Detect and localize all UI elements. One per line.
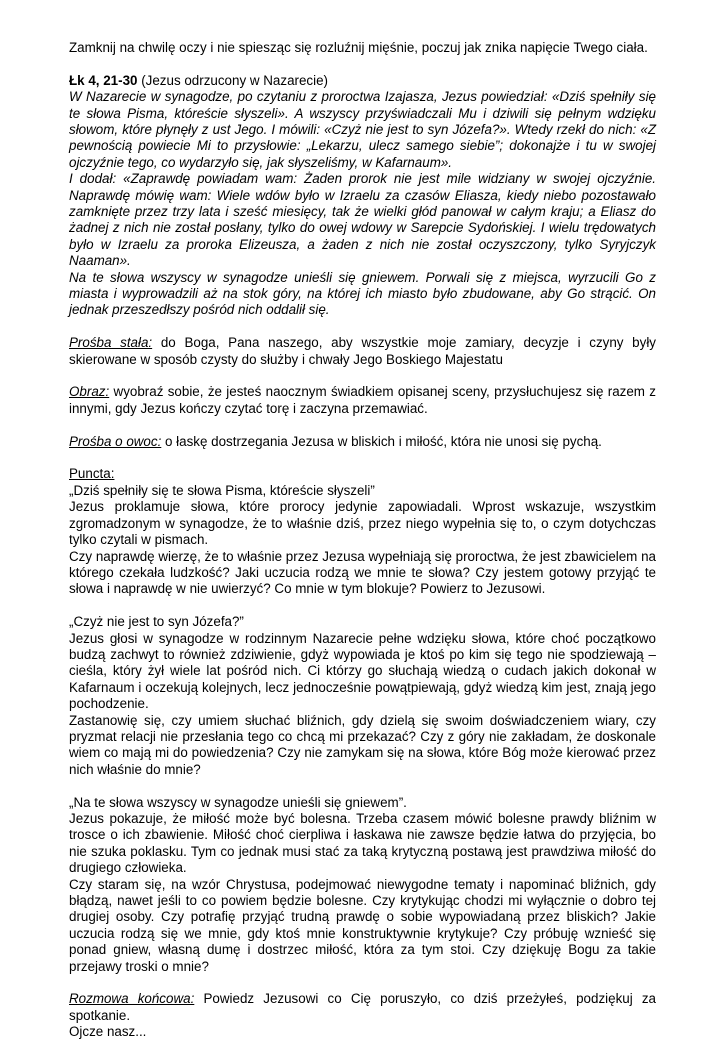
rozmowa-koncowa-text: Powiedz Jezusowi co Cię poruszyło, co dziś przeżyłeś, podziękuj za spotkanie. (69, 991, 657, 1023)
puncta-paragraph: Jezus głosi w synagodze w rodzinnym Nazarecie pełne wdzięku słowa, które choć początkowo budzą zachwyt to również zdziwienie, gdyż wypowiada je ktoś po kim się tego nie spodziewają – cieśla, który żył wiele lat pośród nich. Ci którzy go słuchają wiedzą o cudach jakich dokonał w Kafarnaum i oczekują kolejnych, lecz jednocześnie powątpiewają, gdyż wiedzą kim jest, znają jego pochodzenie. (69, 630, 656, 712)
closing-prayer: Ojcze nasz... (69, 1024, 147, 1040)
obraz-label: Obraz: (69, 384, 110, 400)
spacer (69, 598, 656, 614)
reading-paragraph: I dodał: «Zaprawdę powiadam wam: Żaden prorok nie jest mile widziany w swojej ojczyźnie. Naprawdę mówię wam: Wiele wdów było w Izraelu za czasów Eliasza, kiedy niebo pozostawało zamknięte przez trzy lata i sześć miesięcy, tak że wielki głód panował w całym kraju; a Eliasz do żadnej z nich nie został posłany, tylko do owej wdowy w Sarepcie Sydońskiej. I wielu trędowatych było w Izraelu za proroka Elizeusza, a żaden z nich nie został oczyszczony, tylko Syryjczyk Naaman». (69, 171, 656, 269)
spacer (69, 778, 656, 794)
spacer (69, 56, 656, 72)
prosba-stala-text: do Boga, Pana naszego, aby wszystkie moje zamiary, decyzje i czyny były skierowane w sposób czysty do służby i chwały Jego Boskiego Majestatu (69, 335, 656, 367)
intro-text: Zamknij na chwilę oczy i nie spiesząc się rozluźnij mięśnie, poczuj jak znika napięcie Twego ciała. (69, 40, 648, 55)
prosba-stala (69, 335, 656, 368)
puncta-quote: „Dziś spełniły się te słowa Pisma, któreście słyszeli” (69, 482, 375, 498)
puncta-paragraph: Czy naprawdę wierzę, że to właśnie przez Jezusa wypełniają się proroctwa, że jest zbawicielem na którego czekała ludzkość? Jaki uczucia rodzą we mnie te słowa? Czy jestem gotowy przyjąć te słowa i naprawdę w nie uwierzyć? Co mnie w tym blokuje? Powierz to Jezusowi. (69, 548, 656, 597)
prosba-o-owoc (69, 434, 656, 450)
prosba-o-owoc-label: Prośba o owoc: (69, 433, 162, 449)
obraz (69, 384, 656, 417)
puncta-heading: Puncta: (69, 466, 115, 482)
puncta-paragraph: Jezus proklamuje słowa, które prorocy jedynie zapowiadali. Wprost wskazuje, wszystkim zgromadzonym w synagodze, że to właśnie dziś, przez niego wypełnia się to, o czym dotychczas tylko czytali w pismach. (69, 499, 656, 548)
rozmowa-koncowa (69, 991, 656, 1024)
spacer (69, 450, 656, 466)
puncta-quote: „Na te słowa wszyscy w synagodze unieśli się gniewem”. (69, 794, 407, 810)
prosba-o-owoc-text: o łaskę dostrzegania Jezusa w bliskich i miłość, która nie unosi się pychą. (161, 433, 602, 449)
reading-paragraph: Na te słowa wszyscy w synagodze unieśli się gniewem. Porwali się z miejsca, wyrzucili Go z miasta i wyprowadzili aż na stok góry, na której ich miasto było zbudowane, aby Go strącić. On jednak przeszedłszy pośród nich oddalił się. (69, 269, 656, 318)
spacer (69, 368, 656, 384)
puncta-paragraph: Czy staram się, na wzór Chrystusa, podejmować niewygodne tematy i napominać bliźnich, gdy błądzą, nawet jeśli to co powiem będzie bolesne. Czy krytykując chodzi mi wyłącznie o dobro tej drugiej osoby. Czy potrafię przyjąć trudną prawdę o sobie wypowiadaną przez bliskich? Jakie uczucia rodzą się we mnie, gdy ktoś mnie konstruktywnie krytykuje? Czy próbuję wznieść się ponad gniew, własną dumę i dostrzec miłość, która za tym stoi. Czy dziękuję Bogu za takie przejawy troski o mnie? (69, 876, 656, 974)
spacer (69, 975, 656, 991)
rozmowa-koncowa-label: Rozmowa końcowa: (69, 991, 195, 1007)
reading-paragraph: W Nazarecie w synagodze, po czytaniu z proroctwa Izajasza, Jezus powiedział: «Dziś spełniły się te słowa Pisma, któreście słyszeli». A wszyscy przyświadczali Mu i dziwili się pełnym wdzięku słowom, które płynęły z ust Jego. I mówili: «Czyż nie jest to syn Józefa?». Wtedy rzekł do nich: «Z pewnością powiecie Mi to przysłowie: „Lekarzu, ulecz samego siebie”; dokonajże i tu w swojej ojczyźnie tego, co wydarzyło się, jak słyszeliśmy, w Kafarnaum». (69, 89, 656, 170)
reading-reference: Łk 4, 21-30 (69, 72, 138, 88)
spacer (69, 319, 656, 335)
reading-heading (69, 73, 656, 89)
spacer (69, 417, 656, 433)
obraz-text: wyobraź sobie, że jesteś naocznym świadkiem opisanej sceny, przysłuchujesz się razem z innymi, gdy Jezus kończy czytać torę i zaczyna przemawiać. (69, 384, 656, 416)
prosba-stala-label: Prośba stała: (69, 335, 153, 351)
reading-title: (Jezus odrzucony w Nazarecie) (137, 72, 329, 88)
puncta-paragraph: Zastanowię się, czy umiem słuchać bliźnich, gdy dzielą się swoim doświadczeniem wiary, czy pryzmat relacji nie przesłania tego co chcą mi przekazać? Czy z góry nie zakładam, że doskonale wiem co mają mi do powiedzenia? Czy nie zamykam się na słowa, które Bóg może kierować przez nich właśnie do mnie? (69, 712, 656, 777)
puncta-quote: „Czyż nie jest to syn Józefa?” (69, 614, 244, 630)
puncta-paragraph: Jezus pokazuje, że miłość może być bolesna. Trzeba czasem mówić bolesne prawdy bliźnim w trosce o ich zbawienie. Miłość choć cierpliwa i łaskawa nie zawsze będzie łatwa do przyjęcia, bo nie szuka poklasku. Tym co jednak musi stać za taką krytyczną postawą jest prawdziwa miłość do drugiego człowieka. (69, 810, 656, 876)
